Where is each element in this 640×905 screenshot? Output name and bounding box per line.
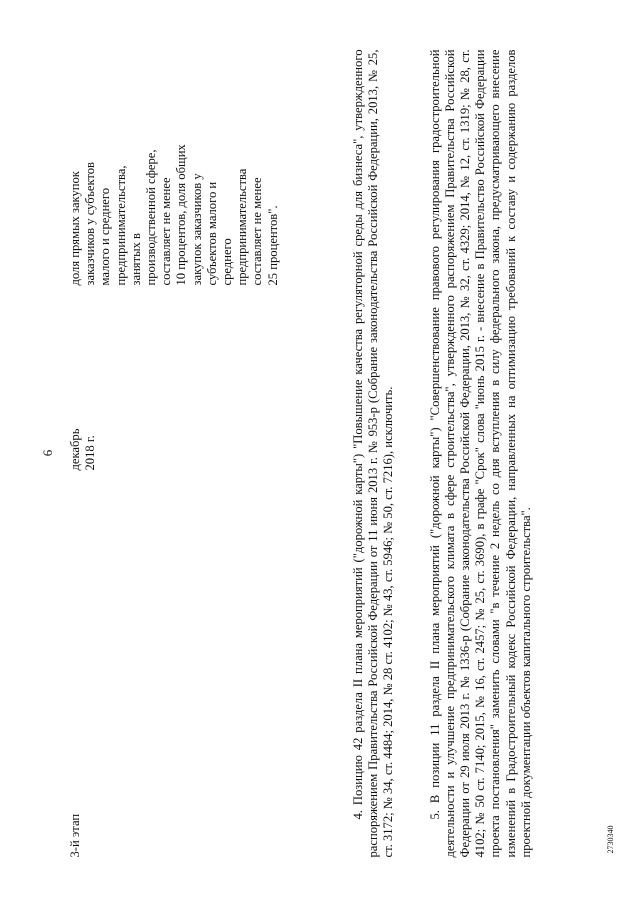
date-line: декабрь [68,428,82,470]
result-line: субъектов малого и [204,181,219,285]
document-code: 2730340 [606,825,615,853]
table-cell-result [68,55,281,285]
result-line: предпринимательства [235,168,250,285]
table-cell-stage: 3-й этап [68,813,82,857]
result-line: составляет не менее [159,176,174,285]
result-line: занятых в [128,232,143,285]
result-line: предпринимательства, [113,164,128,285]
result-line: среднего [220,237,235,285]
result-line: малого и среднего [98,187,113,285]
result-line: производственной сфере, [144,149,159,285]
result-line: 10 процентов, доля общих [174,143,189,285]
rotated-content [20,30,620,875]
paragraph-5: 5. В позиции 11 раздела II плана мероприятий ("дорожной карты") "Совершенствование правового регулирования градостроительной деятельности и улучшение предпринимательского климата в сфере строительства", утвержденного распоряжением Правительства Российской Федерации от 29 июля 2013 г. № 1336-р (Собрание законодательства Российской Федерации, 2013, № 32, ст. 4329; 2014, № 12, ст. 1319; № 28, ст. 4102; № 50 ст. 7140; 2015, № 16, ст. 2457; № 25, ст. 3690), в графе "Срок" слова "июнь 2015 г. - внесение в Правительство Российской Федерации проекта постановления" заменить словами "в течение 2 недель со дня вступления в силу федерального закона, предусматривающего внесение изменений в Градостроительный кодекс Российской Федерации, направленных на оптимизацию требований к составу и содержанию разделов проектной документации объектов капитального строительства". [427,49,533,857]
result-line: составляет не менее [250,176,265,285]
table-cell-date [68,390,98,470]
result-line: закупок заказчиков у [189,172,204,285]
result-line: заказчиков у субъектов [83,161,98,285]
page-number: 6 [40,449,55,456]
result-line: 25 процентов". [265,204,280,285]
paragraph-4: 4. Позицию 42 раздела II плана мероприятий ("дорожной карты") "Повышение качества регуляторной среды для бизнеса", утвержденного распоряжением Правительства Российской Федерации от 11 июня 2013 г. № 953-р (Собрание законодательства Российской Федерации, 2013, № 25, ст. 3172; № 34, ст. 4484; 2014, № 28 ст. 4102; № 43, ст. 5946; № 50, ст. 7216), исключить. [350,49,395,857]
date-line: 2018 г. [83,434,98,470]
result-line: доля прямых закупок [68,170,82,285]
